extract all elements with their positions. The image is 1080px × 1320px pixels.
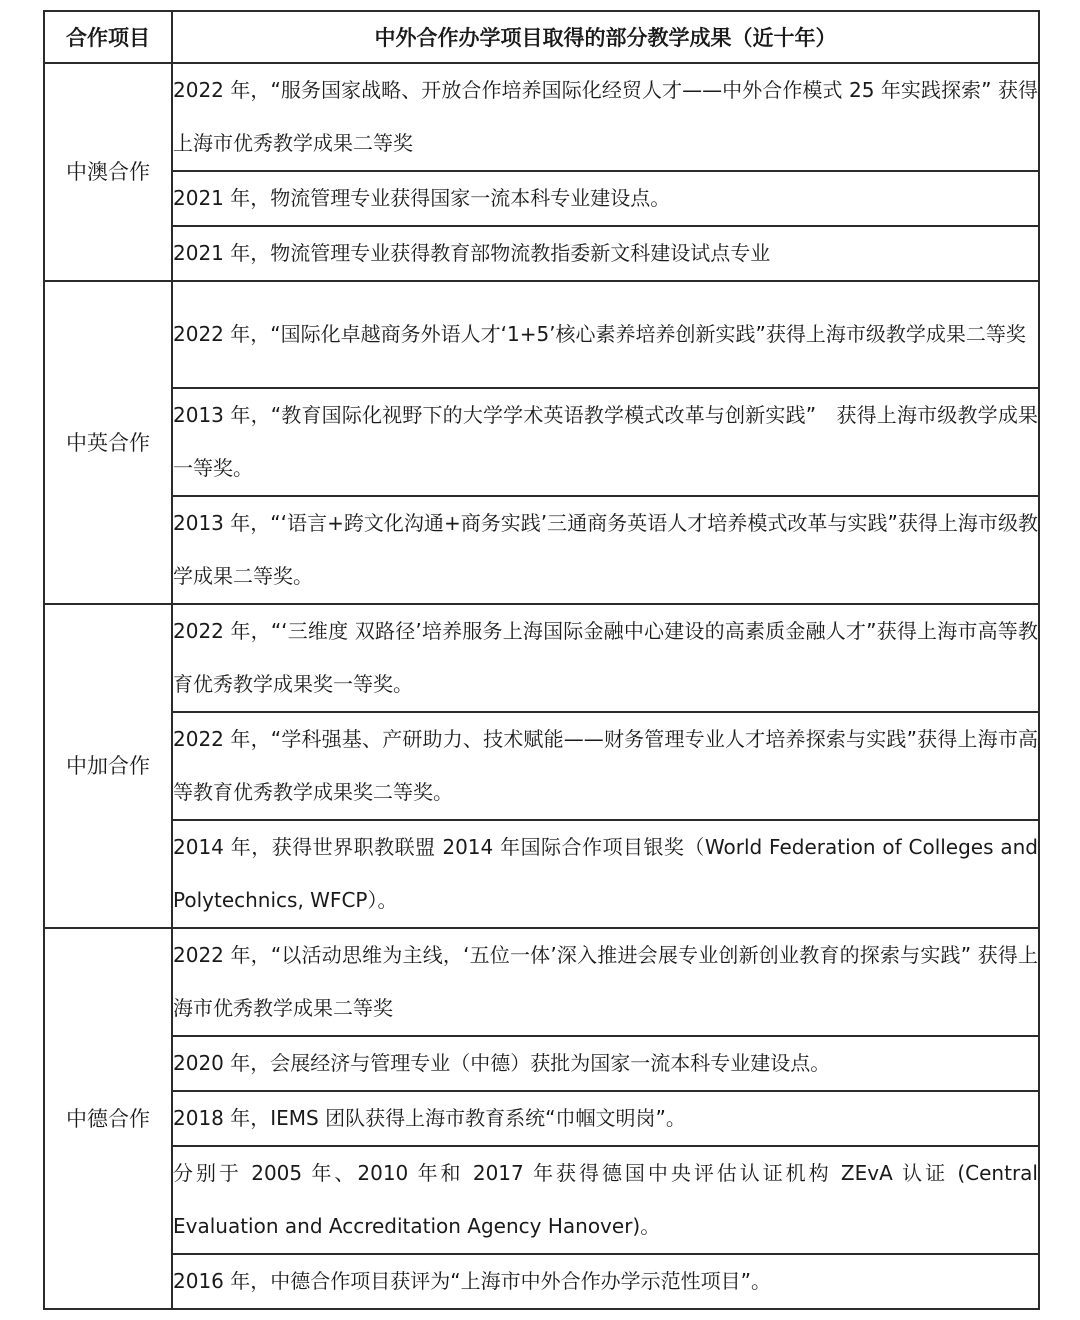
table-row [44,604,1039,712]
achievement-cell: 2021 年，物流管理专业获得国家一流本科专业建设点。 [172,171,1039,226]
achievement-cell: 2020 年，会展经济与管理专业（中德）获批为国家一流本科专业建设点。 [172,1036,1039,1091]
table-row [44,928,1039,1036]
header-achievements: 中外合作办学项目取得的部分教学成果（近十年） [172,11,1039,63]
achievement-cell: 2022 年，“服务国家战略、开放合作培养国际化经贸人才——中外合作模式 25 年实践探索” 获得上海市优秀教学成果二等奖 [172,63,1039,171]
table-row [44,171,1039,226]
table-row [44,1091,1039,1146]
project-cell: 中澳合作 [44,63,172,281]
table-row [44,1146,1039,1254]
achievement-cell: 2014 年，获得世界职教联盟 2014 年国际合作项目银奖（World Federation of Colleges and Polytechnics, WFCP）。 [172,820,1039,928]
project-cell: 中英合作 [44,281,172,604]
header-project: 合作项目 [44,11,172,63]
table-row [44,712,1039,820]
table-header-row [44,11,1039,63]
achievements-table [43,10,1040,1310]
achievement-cell: 2021 年，物流管理专业获得教育部物流教指委新文科建设试点专业 [172,226,1039,281]
table-row [44,226,1039,281]
table-row [44,281,1039,388]
achievement-cell: 2022 年，“以活动思维为主线，‘五位一体’深入推进会展专业创新创业教育的探索与实践” 获得上海市优秀教学成果二等奖 [172,928,1039,1036]
table-row [44,1036,1039,1091]
project-cell: 中德合作 [44,928,172,1309]
achievement-cell: 分别于 2005 年、2010 年和 2017 年获得德国中央评估认证机构 ZEvA 认证 (Central Evaluation and Accreditation Agency Hanover)。 [172,1146,1039,1254]
table-row [44,1254,1039,1309]
table-row [44,63,1039,171]
achievement-cell: 2022 年，“‘三维度 双路径’培养服务上海国际金融中心建设的高素质金融人才”获得上海市高等教育优秀教学成果奖一等奖。 [172,604,1039,712]
table-row [44,820,1039,928]
achievement-cell: 2022 年，“国际化卓越商务外语人才‘1+5’核心素养培养创新实践”获得上海市级教学成果二等奖 [172,281,1039,388]
achievement-cell: 2013 年，“教育国际化视野下的大学学术英语教学模式改革与创新实践” 获得上海市级教学成果一等奖。 [172,388,1039,496]
project-cell: 中加合作 [44,604,172,928]
achievement-cell: 2018 年，IEMS 团队获得上海市教育系统“巾帼文明岗”。 [172,1091,1039,1146]
achievement-cell: 2016 年，中德合作项目获评为“上海市中外合作办学示范性项目”。 [172,1254,1039,1309]
achievement-cell: 2022 年，“学科强基、产研助力、技术赋能——财务管理专业人才培养探索与实践”获得上海市高等教育优秀教学成果奖二等奖。 [172,712,1039,820]
table-row [44,388,1039,496]
table-row [44,496,1039,604]
achievement-cell: 2013 年，“‘语言+跨文化沟通+商务实践’三通商务英语人才培养模式改革与实践”获得上海市级教学成果二等奖。 [172,496,1039,604]
